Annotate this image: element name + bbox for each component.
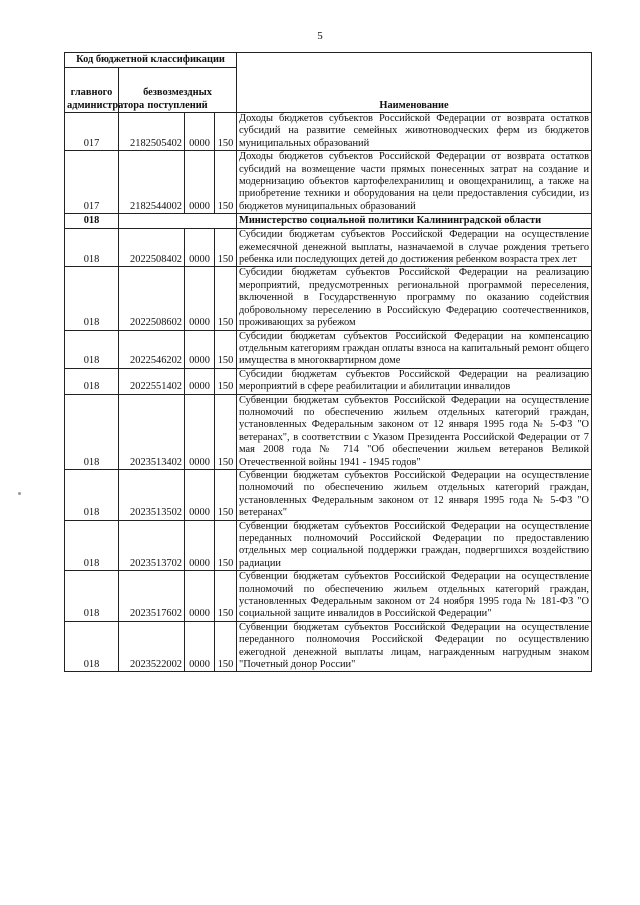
kosgu-code: 150	[215, 113, 237, 151]
header-classification-code: Код бюджетной классификации	[65, 53, 237, 68]
empty-cell	[119, 214, 237, 229]
admin-code: 018	[65, 571, 119, 622]
admin-code: 017	[65, 151, 119, 214]
income-name: Субвенции бюджетам субъектов Российской Федерации на осуществление полномочий по обеспечению жильем отдельных категорий граждан, установленных Федеральным законом от 24 ноября 1995 года № 181-ФЗ "О социальной защите инвалидов в Российской Федерации"	[237, 571, 592, 622]
admin-code: 018	[65, 330, 119, 368]
kosgu-code: 150	[215, 368, 237, 394]
income-code: 2023513402	[119, 394, 185, 469]
subtype-code: 0000	[185, 368, 215, 394]
kosgu-code: 150	[215, 394, 237, 469]
table-body	[65, 113, 592, 672]
admin-code: 018	[65, 229, 119, 267]
table-row	[65, 330, 592, 368]
admin-code: 018	[65, 469, 119, 520]
income-name: Субсидии бюджетам субъектов Российской Федерации на реализацию мероприятий в сфере реабилитации и абилитации инвалидов	[237, 368, 592, 394]
kosgu-code: 150	[215, 621, 237, 672]
income-name: Субсидии бюджетам субъектов Российской Федерации на компенсацию отдельным категориям граждан оплаты взноса на капитальный ремонт общего имущества в многоквартирном доме	[237, 330, 592, 368]
kosgu-code: 150	[215, 229, 237, 267]
subtype-code: 0000	[185, 330, 215, 368]
header-income: безвозмездных поступлений	[119, 68, 237, 113]
table-row	[65, 621, 592, 672]
income-name: Субвенции бюджетам субъектов Российской Федерации на осуществление переданных полномочий Российской Федерации по предоставлению отдельных мер социальной поддержки граждан, подвергшихся воздействию радиации	[237, 520, 592, 571]
admin-code: 018	[65, 394, 119, 469]
income-code: 2023513502	[119, 469, 185, 520]
admin-code: 018	[65, 214, 119, 229]
table-row	[65, 520, 592, 571]
table-row	[65, 267, 592, 330]
kosgu-code: 150	[215, 330, 237, 368]
scan-mark	[18, 492, 21, 495]
subtype-code: 0000	[185, 520, 215, 571]
subtype-code: 0000	[185, 394, 215, 469]
income-name: Доходы бюджетов субъектов Российской Федерации от возврата остатков субсидий на развитие семейных животноводческих ферм из бюджетов муниципальных образований	[237, 113, 592, 151]
kosgu-code: 150	[215, 267, 237, 330]
income-code: 2022551402	[119, 368, 185, 394]
subtype-code: 0000	[185, 229, 215, 267]
income-code: 2022508602	[119, 267, 185, 330]
income-code: 2182544002	[119, 151, 185, 214]
kosgu-code: 150	[215, 469, 237, 520]
header-admin: главного администратора	[65, 68, 119, 113]
kosgu-code: 150	[215, 520, 237, 571]
header-name: Наименование	[237, 53, 592, 113]
subtype-code: 0000	[185, 469, 215, 520]
ministry-name: Министерство социальной политики Калининградской области	[237, 214, 592, 229]
page-number: 5	[317, 30, 323, 42]
income-code: 2022508402	[119, 229, 185, 267]
income-name: Доходы бюджетов субъектов Российской Федерации от возврата остатков субсидий на возмещение части прямых понесенных затрат на создание и модернизацию объектов картофелехранилищ и овощехранилищ, а также на приобретение техники и оборудования на цели предоставления субсидии, из бюджетов муниципальных образований	[237, 151, 592, 214]
kosgu-code: 150	[215, 571, 237, 622]
admin-code: 018	[65, 520, 119, 571]
admin-code: 018	[65, 621, 119, 672]
table-row	[65, 151, 592, 214]
admin-code: 018	[65, 267, 119, 330]
income-code: 2023513702	[119, 520, 185, 571]
budget-classification-table	[64, 52, 592, 672]
subtype-code: 0000	[185, 267, 215, 330]
income-name: Субсидии бюджетам субъектов Российской Федерации на реализацию мероприятий, предусмотренных региональной программой переселения, включенной в Государственную программу по оказанию содействия добровольному переселению в Российскую Федерацию соотечественников, проживающих за рубежом	[237, 267, 592, 330]
subtype-code: 0000	[185, 621, 215, 672]
income-name: Субсидии бюджетам субъектов Российской Федерации на осуществление ежемесячной денежной выплаты, назначаемой в случае рождения третьего ребенка или последующих детей до достижения ребенком возраста трех лет	[237, 229, 592, 267]
kosgu-code: 150	[215, 151, 237, 214]
table-row	[65, 113, 592, 151]
ministry-row	[65, 214, 592, 229]
subtype-code: 0000	[185, 113, 215, 151]
income-code: 2023517602	[119, 571, 185, 622]
table-row	[65, 571, 592, 622]
admin-code: 017	[65, 113, 119, 151]
subtype-code: 0000	[185, 151, 215, 214]
income-name: Субвенции бюджетам субъектов Российской Федерации на осуществление переданного полномочия Российской Федерации по осуществлению ежегодной денежной выплаты лицам, награжденным нагрудным знаком "Почетный донор России"	[237, 621, 592, 672]
income-code: 2022546202	[119, 330, 185, 368]
income-code: 2182505402	[119, 113, 185, 151]
income-name: Субвенции бюджетам субъектов Российской Федерации на осуществление полномочий по обеспечению жильем отдельных категорий граждан, установленных Федеральным законом от 12 января 1995 года № 5-ФЗ "О ветеранах"	[237, 469, 592, 520]
table-row	[65, 469, 592, 520]
admin-code: 018	[65, 368, 119, 394]
subtype-code: 0000	[185, 571, 215, 622]
table-row	[65, 368, 592, 394]
table-row	[65, 229, 592, 267]
income-name: Субвенции бюджетам субъектов Российской Федерации на осуществление полномочий по обеспечению жильем отдельных категорий граждан, установленных Федеральным законом от 12 января 1995 года № 5-ФЗ "О ветеранах", в соответствии с Указом Президента Российской Федерации от 7 мая 2008 года № 714 "Об обеспечении жильем ветеранов Великой Отечественной войны 1941 - 1945 годов"	[237, 394, 592, 469]
income-code: 2023522002	[119, 621, 185, 672]
table-row	[65, 394, 592, 469]
